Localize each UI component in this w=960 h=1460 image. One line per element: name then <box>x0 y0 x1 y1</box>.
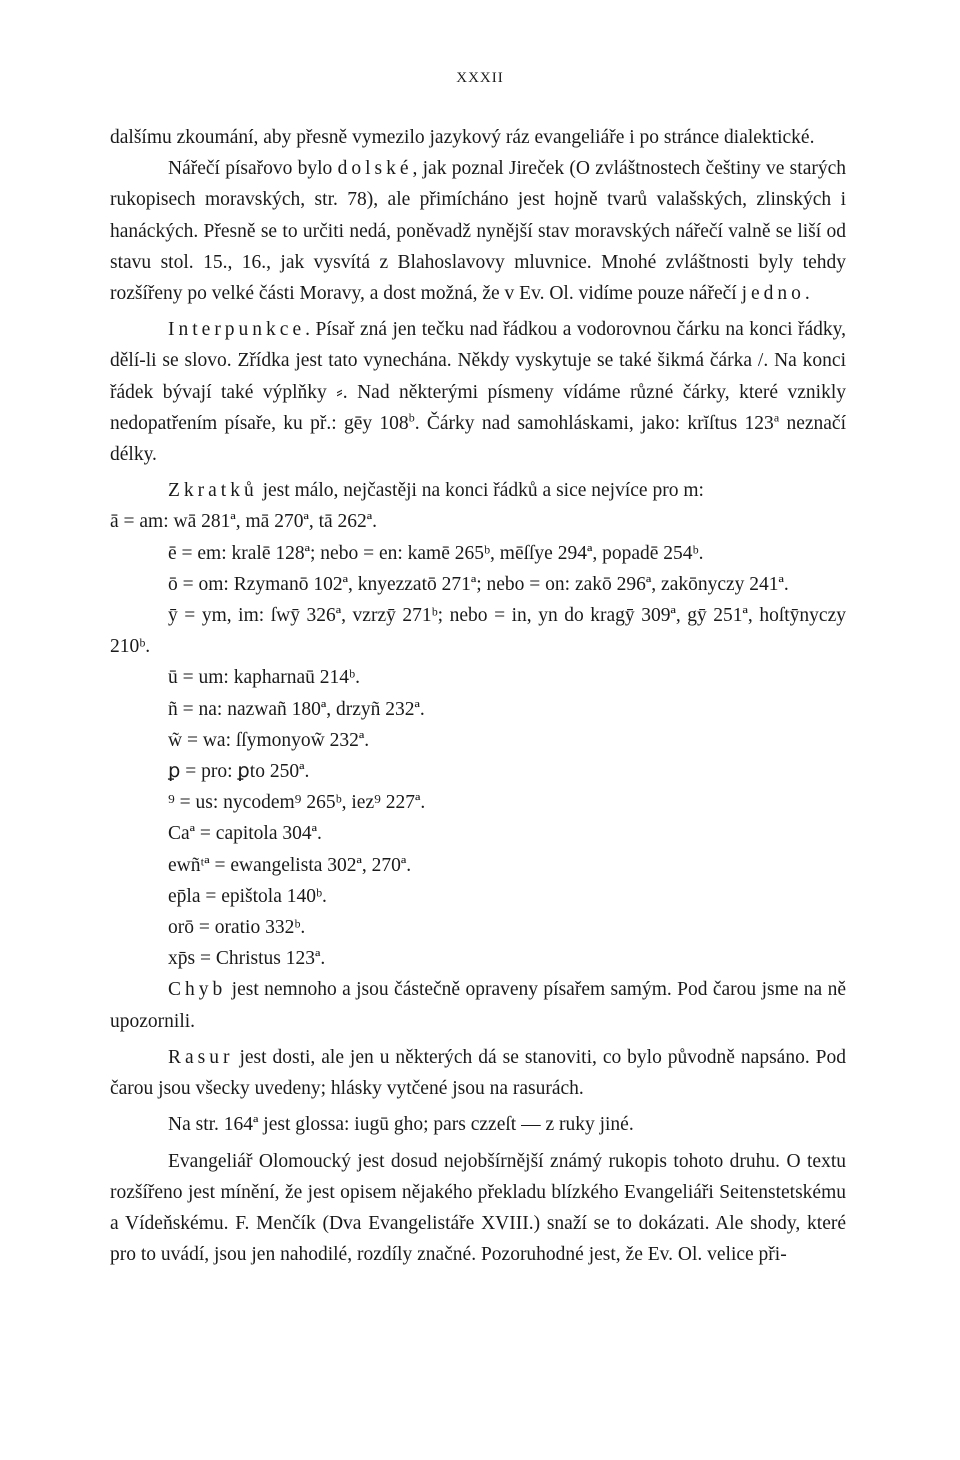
abbreviation-entry: xp̄s = Christus 123ª. <box>168 948 326 970</box>
page-number: XXXII <box>456 70 504 86</box>
section-heading-interpunkce: Interpunkce <box>168 319 306 341</box>
superscript-a: a <box>773 410 780 425</box>
paragraph-abbreviations <box>110 475 846 506</box>
spaced-term-dolske: dolské <box>337 158 413 180</box>
punctuation-text-c: . Čárky nad samohláskami, jako: krĭſtus 123 <box>414 412 774 434</box>
paragraph-continuation: dalšímu zkoumání, aby přesně vymezilo jazykový ráz evangeliáře i po stránce dialektické. <box>110 127 815 148</box>
abbreviations-intro: jest málo, nejčastěji na konci řádků a sice nejvíce pro m: <box>257 480 704 502</box>
abbreviation-entry: Caª = capitola 304ª. <box>168 823 322 845</box>
paragraph-punctuation <box>110 314 846 470</box>
page-body <box>110 122 846 1270</box>
dialect-text-a: Nářečí písařovo bylo <box>168 158 338 180</box>
punctuation-text-d: neznačí délky. <box>110 412 846 466</box>
abbreviation-entry: orō = oratio 332ᵇ. <box>168 917 306 939</box>
superscript-b: b <box>408 410 415 425</box>
punctuation-text-b: . Písař zná jen tečku nad řádkou a vodorovnou čárku na konci řádky, dělí-li se slovo. Zřídka jest tato vynechána. Někdy vyskytuje se také šikmá čárka /. Na konci řádek bývají také výplňky ⸗. Nad některými písmeny vídáme různé čárky, které vznikly nedopatřením písaře, ku př.: gēy 108 <box>110 319 846 434</box>
abbreviation-entry: w̃ = wa: ſſymonyow̃ 232ª. <box>168 729 370 751</box>
errors-text: jest nemnoho a jsou částečně opraveny písařem samým. Pod čarou jsme na ně upozornili. <box>110 979 846 1032</box>
abbreviation-entry: ⁹ = us: nycodem⁹ 265ᵇ, iez⁹ 227ª. <box>168 792 426 814</box>
abbreviation-entry: ō = om: Rzymanō 102ª, knyezzatō 271ª; nebo = on: zakō 296ª, zakōnyczy 241ª. <box>168 573 789 595</box>
abbreviation-entry: ewñᵗª = ewangelista 302ª, 270ª. <box>168 854 412 876</box>
paragraph-dialect <box>110 153 846 309</box>
dialect-text-b: , jak poznal Jireček (O zvláštnostech češtiny ve starých rukopisech moravských, str. 78), ale přimícháno jest hojně tvarů valašských, zlinských i hanáckých. Přesně se to určiti nedá, poněvadž nynější stav moravských nářečí valně se liší od stavu stol. 15., 16., jak vysvítá z Blahoslavovy mluvnice. Mnohé zvláštnosti byly tehdy rozšířeny po velké části Moravy, a dost možná, že v Ev. Ol. vidíme pouze nářečí <box>110 158 846 305</box>
abbreviation-entry: ꝑ = pro: ꝑto 250ª. <box>168 761 310 783</box>
dialect-text-c: . <box>804 283 810 305</box>
abbreviation-entry: ñ = na: nazwañ 180ª, drzyñ 232ª. <box>168 698 425 720</box>
abbreviation-entry: ā = am: wā 281ª, mā 270ª, tā 262ª. <box>110 511 378 533</box>
section-heading-chyb: Chyb <box>168 979 227 1001</box>
spaced-term-jedno: jedno <box>741 283 805 305</box>
abbreviation-entry: ȳ = ym, im: ſwȳ 326ª, vzrzȳ 271ᵇ; nebo = in, yn do kragȳ 309ª, gȳ 251ª, hoſtȳnyczy 210ᵇ. <box>110 605 846 658</box>
section-heading-zkratku: Zkratků <box>168 480 258 502</box>
section-heading-rasur: Rasur <box>168 1046 234 1068</box>
paragraph-erasures <box>110 1042 846 1104</box>
paragraph-errors <box>110 974 846 1036</box>
paragraph-gloss: Na str. 164ª jest glossa: iugū gho; pars czzeſt — z ruky jiné. <box>168 1114 634 1136</box>
abbreviation-entry: ū = um: kapharnaū 214ᵇ. <box>168 667 360 689</box>
paragraph-evangeliar: Evangeliář Olomoucký jest dosud nejobšírnější známý rukopis tohoto druhu. O textu rozšířeno jest mínění, že jest opisem nějakého překladu blízkého Evangeliáři Seitenstetskému a Vídeňskému. F. Menčík (Dva Evangelistáře XVIII.) snaží se to dokázati. Ale shody, které pro to uvádí, jsou jen nahodilé, rozdíly značné. Pozoruhodné jest, že Ev. Ol. velice při- <box>110 1150 846 1266</box>
erasures-text: jest dosti, ale jen u některých dá se stanoviti, co bylo původně napsáno. Pod čarou jsou všecky uvedeny; hlásky vytčené jsou na rasurách. <box>110 1046 846 1100</box>
abbreviation-entry: ē = em: kralē 128ª; nebo = en: kamē 265ᵇ, mēſſye 294ª, popadē 254ᵇ. <box>168 542 704 564</box>
abbreviation-entry: ep̄la = epištola 140ᵇ. <box>168 885 327 907</box>
